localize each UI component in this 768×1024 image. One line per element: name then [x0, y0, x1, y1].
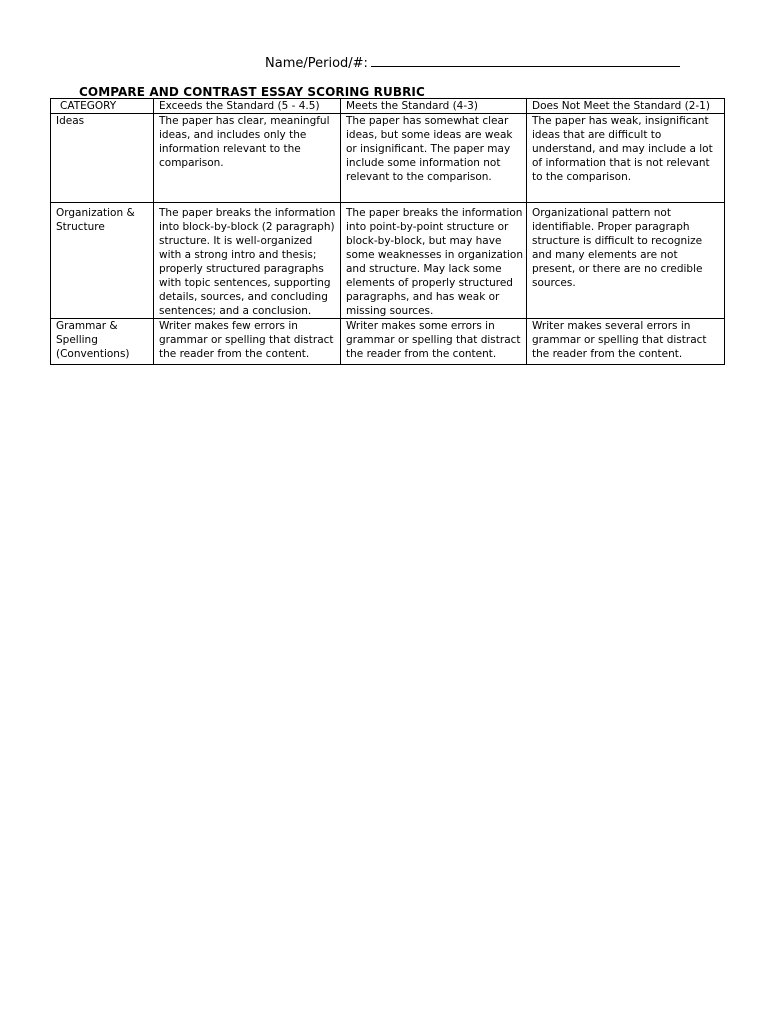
criteria-cell-exceeds: The paper breaks the information into block-by-block (2 paragraph) structure. It is well-organized with a strong intro and thesis; properly structured paragraphs with topic sentences, supporting details, sources, and concluding sentences; and a conclusion.	[154, 203, 341, 319]
criteria-cell-meets: The paper has somewhat clear ideas, but some ideas are weak or insignificant. The paper may include some information not relevant to the comparison.	[341, 114, 527, 203]
column-header-exceeds: Exceeds the Standard (5 - 4.5)	[154, 99, 341, 114]
column-header-does-not-meet: Does Not Meet the Standard (2-1)	[527, 99, 725, 114]
table-row	[51, 319, 725, 365]
scoring-rubric-table	[50, 98, 725, 365]
column-header-category: CATEGORY	[51, 99, 154, 114]
criteria-cell-does-not-meet: The paper has weak, insignificant ideas that are difficult to understand, and may include a lot of information that is not relevant to the comparison.	[527, 114, 725, 203]
rubric-header-row	[51, 99, 725, 114]
criteria-cell-exceeds: Writer makes few errors in grammar or spelling that distract the reader from the content.	[154, 319, 341, 365]
criteria-cell-meets: Writer makes some errors in grammar or spelling that distract the reader from the content.	[341, 319, 527, 365]
name-period-label: Name/Period/#:	[265, 56, 368, 71]
rubric-title: COMPARE AND CONTRAST ESSAY SCORING RUBRIC	[79, 85, 425, 99]
table-row	[51, 203, 725, 319]
criteria-cell-does-not-meet: Writer makes several errors in grammar or spelling that distract the reader from the content.	[527, 319, 725, 365]
name-period-blank-line[interactable]	[371, 52, 680, 67]
criteria-cell-exceeds: The paper has clear, meaningful ideas, and includes only the information relevant to the comparison.	[154, 114, 341, 203]
criteria-cell-meets: The paper breaks the information into point-by-point structure or block-by-block, but may have some weaknesses in organization and structure. May lack some elements of properly structured paragraphs, and has weak or missing sources.	[341, 203, 527, 319]
category-cell-ideas: Ideas	[51, 114, 154, 203]
column-header-meets: Meets the Standard (4-3)	[341, 99, 527, 114]
category-cell-grammar: Grammar & Spelling (Conventions)	[51, 319, 154, 365]
name-period-field[interactable]	[265, 52, 680, 71]
category-cell-organization: Organization & Structure	[51, 203, 154, 319]
criteria-cell-does-not-meet: Organizational pattern not identifiable. Proper paragraph structure is difficult to recognize and many elements are not present, or there are no credible sources.	[527, 203, 725, 319]
table-row	[51, 114, 725, 203]
